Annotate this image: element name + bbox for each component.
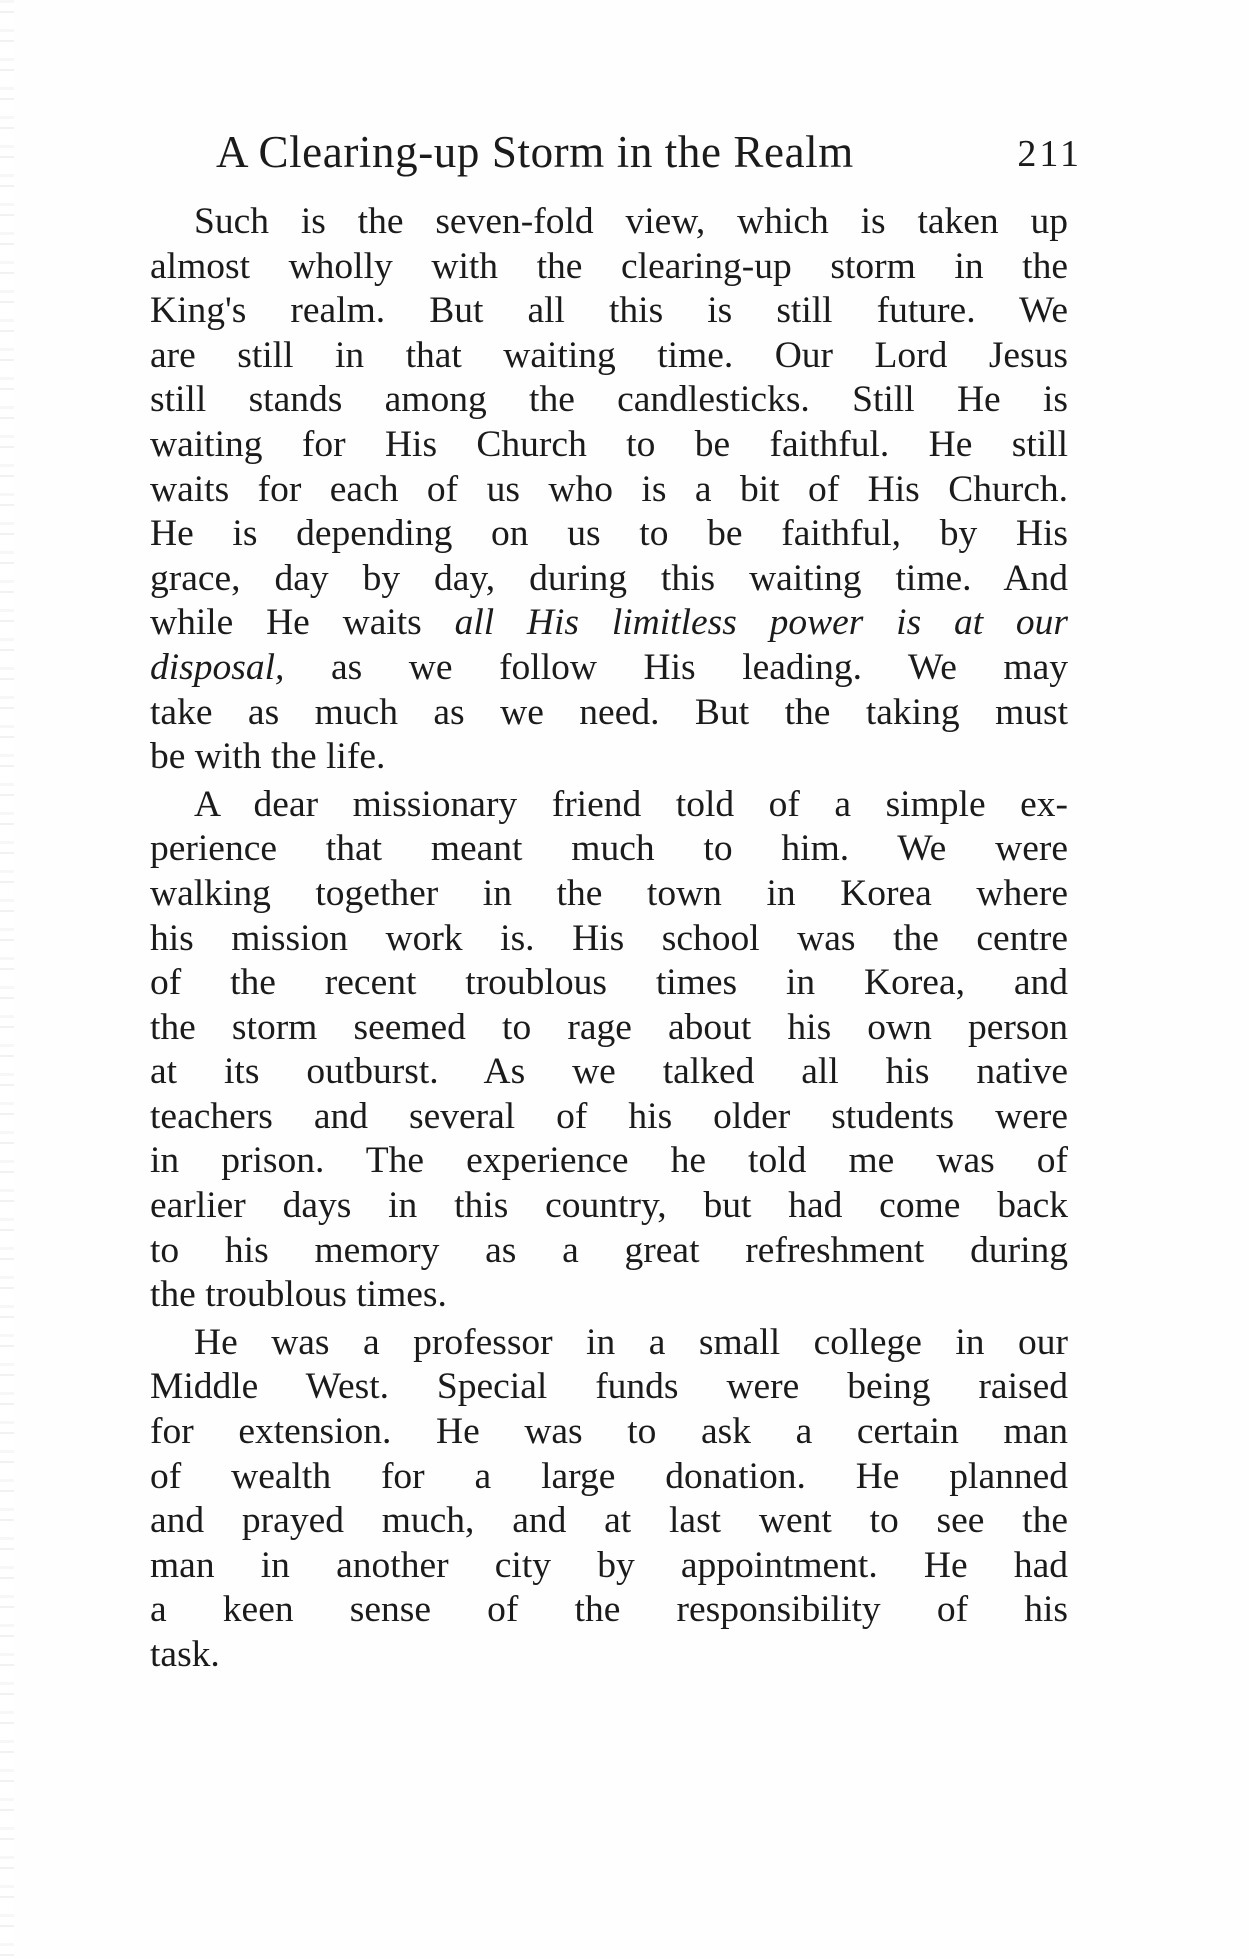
- text-line: Such is the seven-fold view, which is taken up: [194, 201, 1068, 242]
- text-line: are still in that waiting time. Our Lord Jesus: [150, 334, 1068, 376]
- text-line: perience that meant much to him. We were: [150, 828, 1068, 870]
- text-line: teachers and several of his older students were: [150, 1095, 1068, 1137]
- text-line: A dear missionary friend told of a simple ex-: [194, 783, 1068, 825]
- text-line: be with the life.: [150, 736, 386, 778]
- text-line: at its outburst. As we talked all his native: [150, 1051, 1068, 1093]
- text-line: waiting for His Church to be faithful. He still: [150, 423, 1068, 465]
- text-line: his mission work is. His school was the centre: [150, 917, 1068, 959]
- text-line: the troublous times.: [150, 1274, 447, 1316]
- paragraph-2: [150, 783, 1068, 1318]
- text-line: task.: [150, 1634, 220, 1675]
- text-line-with-italic: [150, 601, 1068, 646]
- body-text: [150, 200, 1068, 1681]
- running-head: [216, 126, 1082, 186]
- text-line: take as much as we need. But the taking must: [150, 691, 1068, 733]
- line-text: while He waits: [150, 602, 455, 644]
- text-line: of the recent troublous times in Korea, and: [150, 962, 1068, 1004]
- paragraph-1: [150, 200, 1068, 780]
- text-line: waits for each of us who is a bit of His Church.: [150, 468, 1068, 510]
- text-line: King's realm. But all this is still future. We: [150, 290, 1068, 332]
- text-line: in prison. The experience he told me was of: [150, 1140, 1068, 1182]
- italic-phrase: all His limitless power is at our: [454, 602, 1068, 644]
- page-edge-shadow: [0, 0, 14, 1959]
- text-line: to his memory as a great refreshment during: [150, 1229, 1068, 1271]
- text-line: man in another city by appointment. He had: [150, 1544, 1068, 1586]
- text-line: earlier days in this country, but had come back: [150, 1185, 1068, 1227]
- text-line: and prayed much, and at last went to see the: [150, 1500, 1068, 1542]
- text-line-with-italic: [150, 646, 1068, 691]
- text-line: a keen sense of the responsibility of his: [150, 1589, 1068, 1631]
- line-text: as we follow His leading. We may: [284, 646, 1068, 688]
- text-line: still stands among the candlesticks. Still He is: [150, 379, 1068, 421]
- text-line: almost wholly with the clearing-up storm in the: [150, 245, 1068, 287]
- running-title: A Clearing-up Storm in the Realm: [216, 127, 854, 177]
- page-number: 211: [1017, 133, 1082, 175]
- italic-phrase: disposal,: [150, 646, 285, 688]
- text-line: He is depending on us to be faithful, by His: [150, 513, 1068, 555]
- text-line: the storm seemed to rage about his own person: [150, 1006, 1068, 1048]
- text-line: Middle West. Special funds were being raised: [150, 1366, 1068, 1408]
- text-line: walking together in the town in Korea where: [150, 872, 1068, 914]
- text-line: for extension. He was to ask a certain man: [150, 1411, 1068, 1453]
- text-line: of wealth for a large donation. He planned: [150, 1455, 1068, 1497]
- text-line: grace, day by day, during this waiting time. And: [150, 557, 1068, 599]
- text-line: He was a professor in a small college in our: [194, 1321, 1068, 1363]
- paragraph-3: [150, 1321, 1068, 1678]
